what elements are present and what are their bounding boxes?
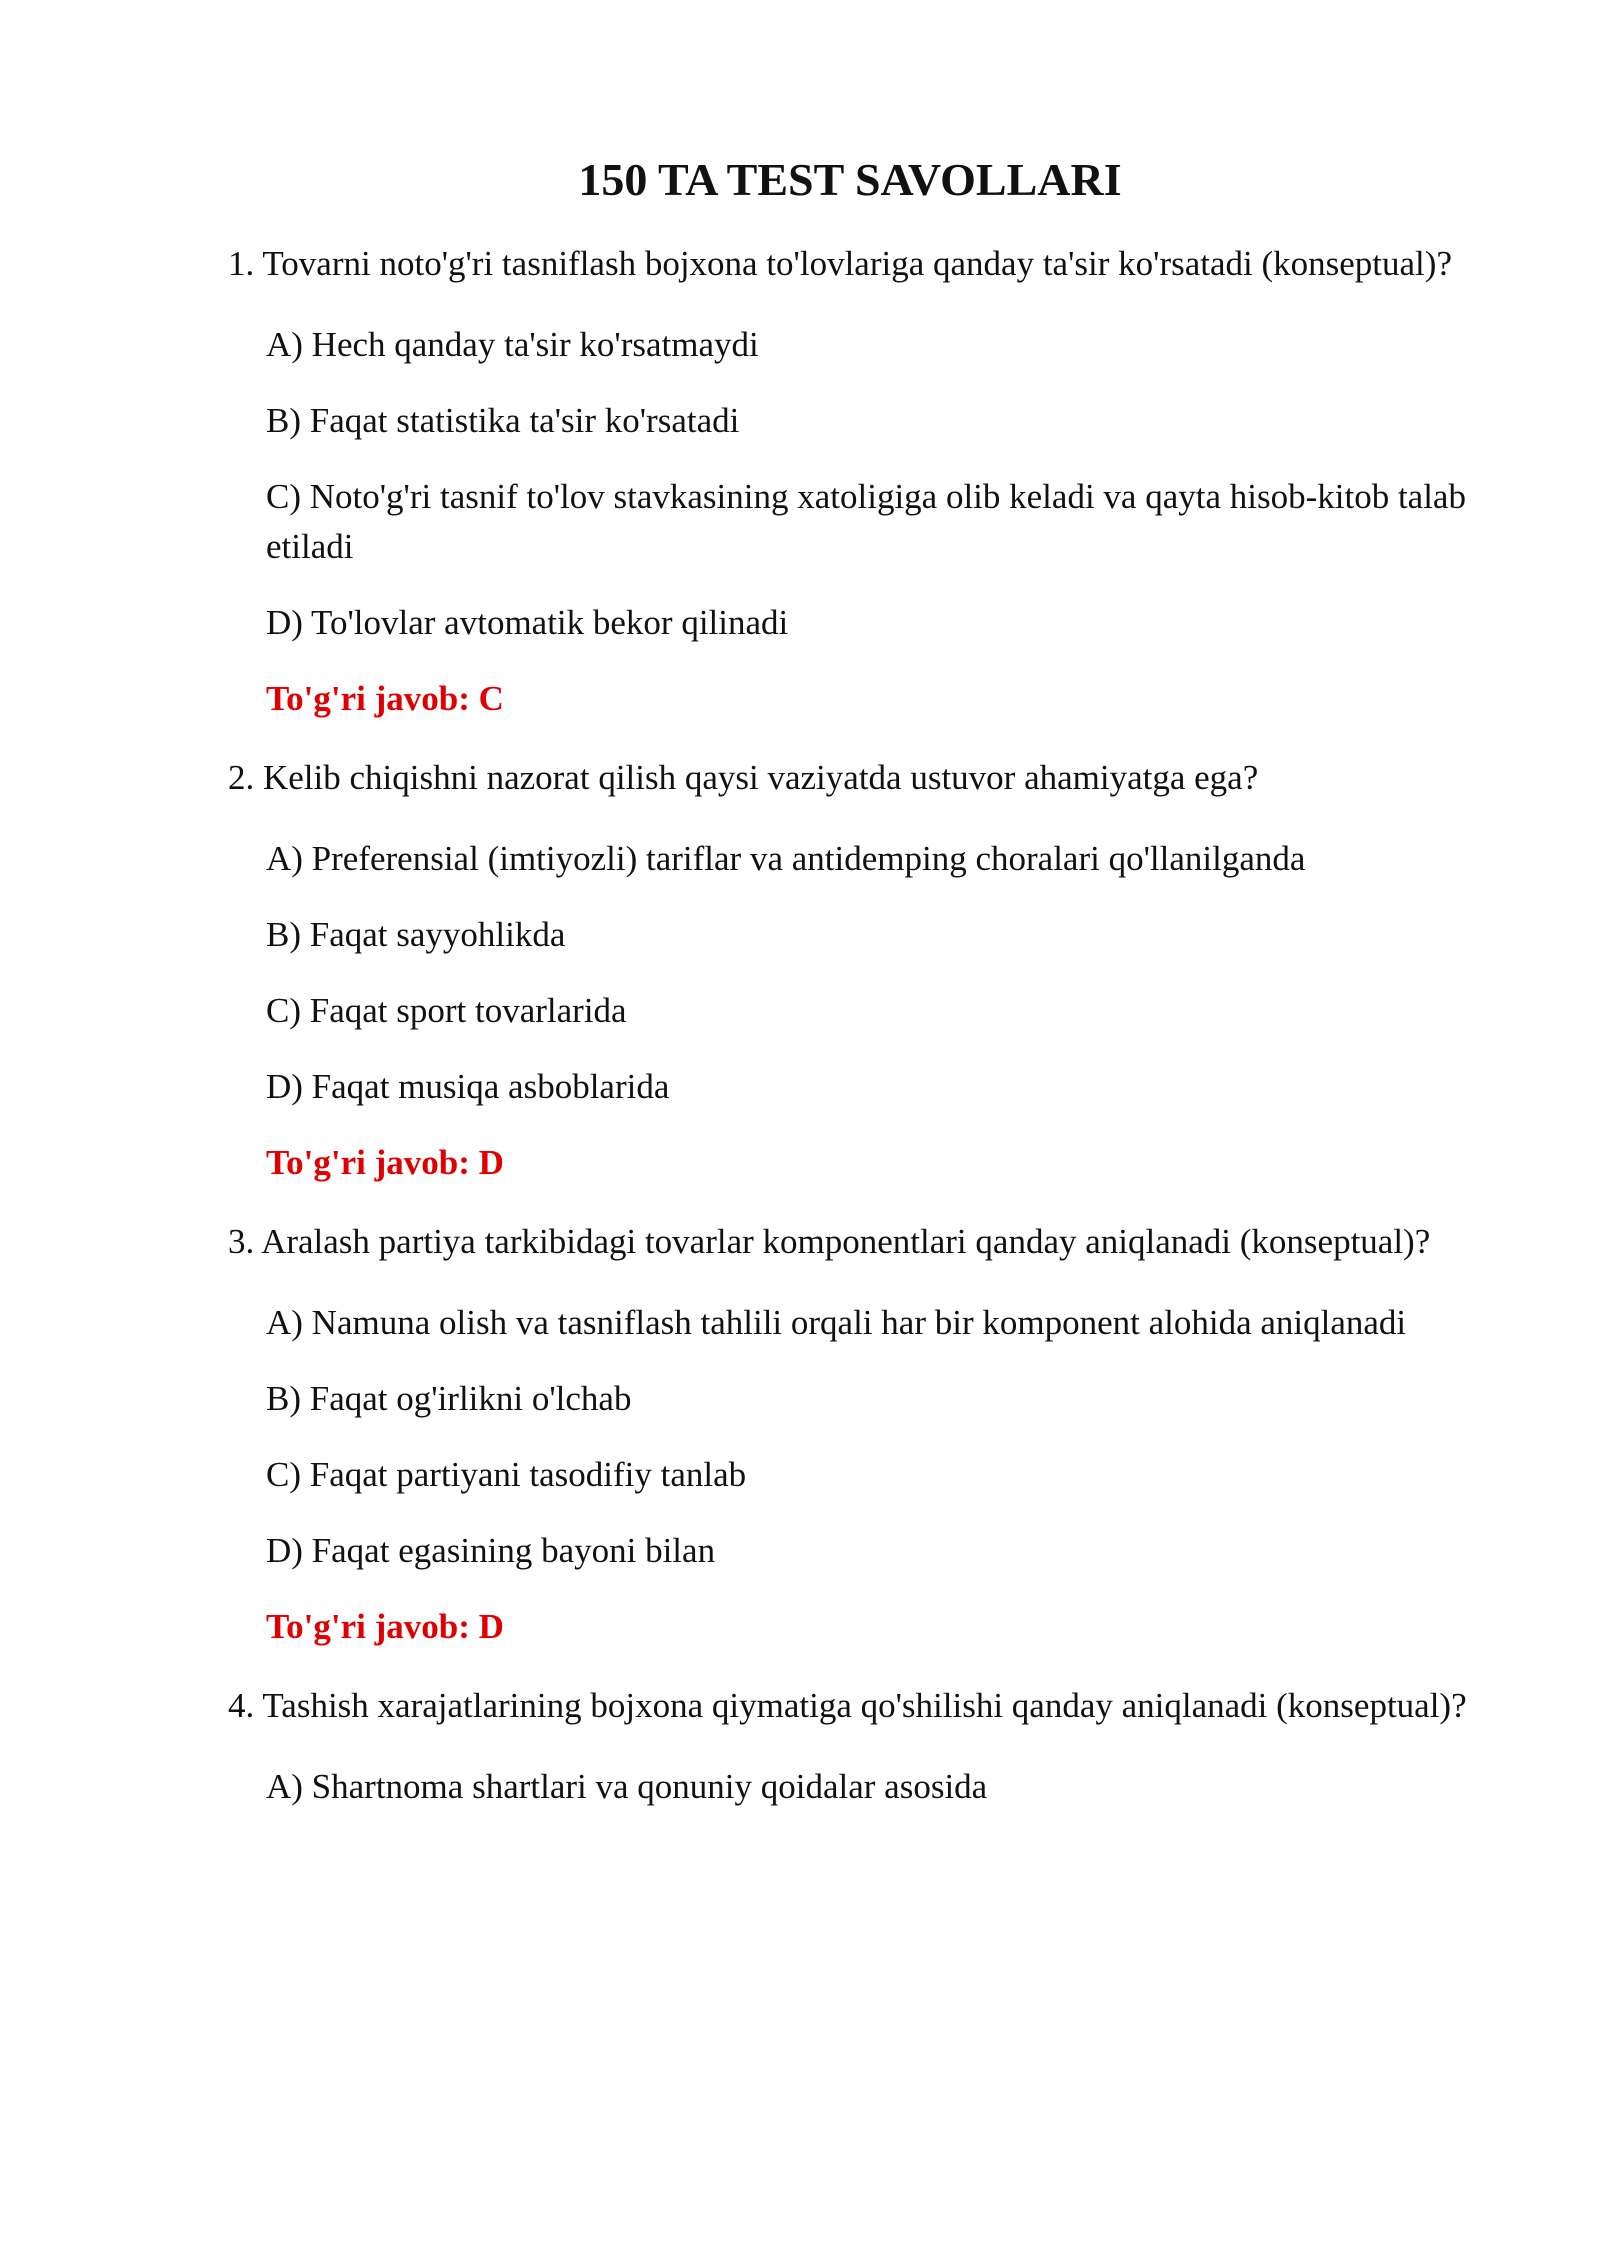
- answer-option: D) Faqat egasining bayoni bilan: [266, 1531, 716, 1570]
- question-text: 3. Aralash partiya tarkibidagi tovarlar komponentlari qanday aniqlanadi (konseptual)?: [228, 1222, 1431, 1261]
- correct-answer: To'g'ri javob: D: [266, 1607, 504, 1646]
- answer-option: D) To'lovlar avtomatik bekor qilinadi: [266, 603, 789, 642]
- answer-option: C) Faqat partiyani tasodifiy tanlab: [266, 1455, 747, 1494]
- answer-option: B) Faqat sayyohlikda: [266, 915, 566, 954]
- options-list: [266, 1762, 1488, 1812]
- question-block: [228, 232, 1488, 724]
- answer-option: A) Preferensial (imtiyozli) tariflar va antidemping choralari qo'llanilganda: [266, 839, 1306, 878]
- question-block: [228, 1674, 1488, 1812]
- correct-answer: To'g'ri javob: C: [266, 679, 504, 718]
- answer-option: D) Faqat musiqa asboblarida: [266, 1067, 670, 1106]
- answer-option: C) Faqat sport tovarlarida: [266, 991, 627, 1030]
- answer-option: A) Shartnoma shartlari va qonuniy qoidalar asosida: [266, 1767, 988, 1806]
- correct-answer: To'g'ri javob: D: [266, 1143, 504, 1182]
- options-list: [266, 320, 1488, 648]
- options-list: [266, 1298, 1488, 1576]
- answer-option: C) Noto'g'ri tasnif to'lov stavkasining xatoligiga olib keladi va qayta hisob-kitob talab etiladi: [266, 477, 1466, 566]
- page-title: 150 TA TEST SAVOLLARI: [578, 154, 1122, 205]
- answer-option: B) Faqat statistika ta'sir ko'rsatadi: [266, 401, 740, 440]
- questions-list: [228, 232, 1488, 1838]
- answer-option: B) Faqat og'irlikni o'lchab: [266, 1379, 632, 1418]
- answer-option: A) Namuna olish va tasniflash tahlili orqali har bir komponent alohida aniqlanadi: [266, 1303, 1407, 1342]
- question-text: 2. Kelib chiqishni nazorat qilish qaysi vaziyatda ustuvor ahamiyatga ega?: [228, 758, 1259, 797]
- question-block: [228, 746, 1488, 1188]
- question-text: 4. Tashish xarajatlarining bojxona qiymatiga qo'shilishi qanday aniqlanadi (konseptual)?: [228, 1686, 1467, 1725]
- answer-option: A) Hech qanday ta'sir ko'rsatmaydi: [266, 325, 759, 364]
- options-list: [266, 834, 1488, 1112]
- question-text: 1. Tovarni noto'g'ri tasniflash bojxona to'lovlariga qanday ta'sir ko'rsatadi (konseptual)?: [228, 244, 1452, 283]
- question-block: [228, 1210, 1488, 1652]
